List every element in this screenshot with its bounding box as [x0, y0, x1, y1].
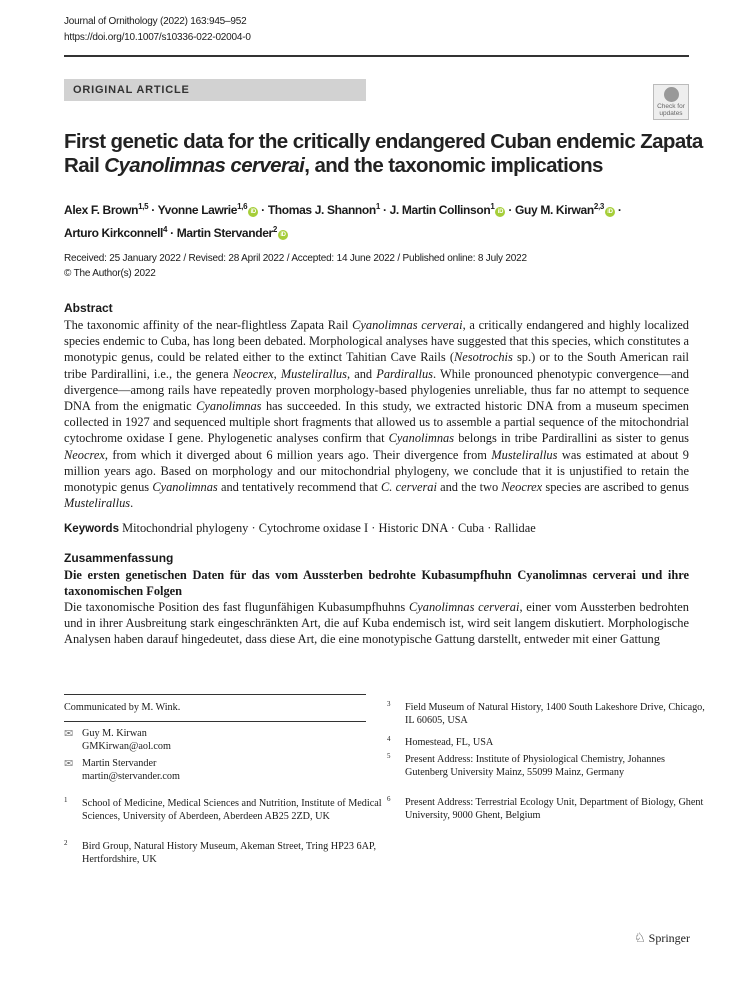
title-species: Cyanolimnas cerverai: [104, 154, 305, 177]
zusammenfassung-text: [64, 599, 689, 648]
affiliation-text: Bird Group, Natural History Museum, Akeman Street, Tring HP23 6AP, Hertfordshire, UK: [82, 841, 377, 865]
author: [268, 203, 380, 217]
affiliation-text: Homestead, FL, USA: [405, 737, 494, 748]
italic-term: Neocrex: [64, 447, 105, 462]
header-rule: [64, 55, 689, 57]
author-affiliation-ref: 1,6: [237, 202, 248, 211]
italic-term: Neocrex: [232, 366, 274, 381]
envelope-icon: ✉: [64, 758, 74, 770]
author-name: Martin Stervander: [176, 226, 273, 240]
italic-term: Neocrex: [501, 480, 543, 495]
affiliation-text: Field Museum of Natural History, 1400 South Lakeshore Drive, Chicago, IL 60605, USA: [405, 702, 705, 726]
text-run: belongs in tribe Pardirallini as sister to genus: [454, 431, 689, 446]
author: [390, 203, 506, 217]
italic-term: Mustelirallus: [64, 496, 131, 511]
orcid-icon[interactable]: iD: [278, 230, 288, 240]
text-run: and tentatively recommend that: [217, 480, 382, 495]
text-run: was estimated at about 9 million years ago. Based on morphology and our mitochondrial phylogeny, we conclude that it is unjustified to retain the monotypic genus: [64, 447, 689, 495]
title-text-end: , and the taxonomic implications: [304, 154, 603, 177]
italic-term: Pardirallus: [376, 366, 433, 381]
italic-term: Cyanolimnas: [152, 480, 218, 495]
zusammenfassung-heading: Zusammenfassung: [64, 551, 174, 565]
springer-horse-icon: ♘: [634, 930, 646, 945]
contact-email[interactable]: GMKirwan@aol.com: [82, 741, 171, 752]
affiliation-text: School of Medicine, Medical Sciences and Nutrition, Institute of Medical Sciences, University of Aberdeen, Aberdeen AB25 2ZD, UK: [82, 798, 382, 822]
affiliation-text: Present Address: Terrestrial Ecology Unit, Department of Biology, Ghent University, 9000 Ghent, Belgium: [405, 797, 704, 821]
text-run: Die taxonomische Position des fast flugunfähigen Kubasumpfhuhns: [64, 600, 409, 614]
author-affiliation-ref: 1,5: [138, 202, 149, 211]
check-for-updates-badge[interactable]: [653, 84, 689, 120]
affiliation-number: 5: [387, 752, 391, 760]
orcid-icon[interactable]: iD: [495, 207, 505, 217]
author: [177, 226, 288, 240]
envelope-icon: ✉: [64, 728, 74, 740]
affiliation-number: 4: [387, 735, 391, 743]
author-affiliation-ref: 1: [375, 202, 380, 211]
article-type-label: ORIGINAL ARTICLE: [64, 79, 366, 101]
orcid-icon[interactable]: iD: [605, 207, 615, 217]
author-name: J. Martin Collinson: [389, 203, 491, 217]
doi-link[interactable]: https://doi.org/10.1007/s10336-022-02004-0: [64, 32, 251, 43]
author-affiliation-ref: 1: [490, 202, 495, 211]
author: [158, 203, 259, 217]
journal-citation: Journal of Ornithology (2022) 163:945–952: [64, 16, 247, 27]
text-run: and the two: [436, 480, 502, 495]
contact-name: Martin Stervander: [82, 758, 157, 769]
copyright: © The Author(s) 2022: [64, 268, 156, 279]
footnote-rule: [64, 694, 366, 695]
affiliation-number: 1: [64, 796, 68, 804]
abstract-text: [64, 317, 689, 511]
check-updates-icon: [664, 87, 679, 102]
affiliation-number: 3: [387, 700, 391, 708]
keywords: [64, 521, 536, 536]
publisher-name: Springer: [648, 931, 690, 945]
keywords-text: Mitochondrial phylogeny · Cytochrome oxidase I · Historic DNA · Cuba · Rallidae: [122, 521, 536, 535]
author-affiliation-ref: 2,3: [593, 202, 604, 211]
contact-email[interactable]: martin@stervander.com: [82, 771, 180, 782]
affiliation-number: 6: [387, 795, 391, 803]
author-affiliation-ref: 4: [163, 225, 168, 234]
author: [64, 226, 167, 240]
author-name: Guy M. Kirwan: [515, 203, 594, 217]
orcid-icon[interactable]: iD: [248, 207, 258, 217]
text-run: , a critically endangered and highly localized species endemic to Cuba, has long been debated. Morphological analyses have suggested that this species, which constitutes a monotypic genus, could be related either to the extinct Tahitian Cave Rails (: [64, 318, 689, 365]
affiliation-number: 2: [64, 839, 68, 847]
text-run: sp.) or to the South American rail tribe Pardirallini, i.e., the genera: [64, 350, 689, 381]
text-run: .: [130, 496, 134, 511]
keywords-label: Keywords: [64, 523, 119, 535]
text-run: , and: [346, 366, 377, 381]
text-run: The taxonomic affinity of the near-flightless Zapata Rail: [64, 318, 353, 332]
abstract-heading: Abstract: [64, 301, 113, 315]
italic-term: Cyanolimnas cerverai: [352, 318, 463, 332]
italic-term: Mustelirallus: [280, 366, 347, 381]
zusammenfassung-title: Die ersten genetischen Daten für das vom Aussterben bedrohte Kubasumpfhuhn Cyanolimnas cerverai und ihre taxonomischen Folgen: [64, 568, 689, 599]
author-name: Arturo Kirkconnell: [64, 226, 164, 240]
italic-term: Nesotrochis: [454, 350, 513, 365]
text-run: , from which it diverged about 6 million years ago. Their divergence from: [104, 447, 492, 462]
author-affiliation-ref: 2: [272, 225, 277, 234]
author: [515, 203, 615, 217]
article-title: [64, 130, 704, 178]
article-dates: [64, 251, 527, 281]
italic-term: Mustelirallus: [491, 447, 558, 462]
title-text: First genetic data for the critically endangered Cuban endemic Zapata Rail: [64, 130, 703, 177]
author-name: Yvonne Lawrie: [157, 203, 238, 217]
text-run: species are ascribed to genus: [542, 480, 689, 495]
footnote-rule-2: [64, 721, 366, 722]
italic-term: Cyanolimnas: [196, 399, 262, 414]
author-name: Alex F. Brown: [64, 203, 139, 217]
text-run: . While pronounced phenotypic convergence—and divergence—among rails have repeatedly proven morphology-based phylogenies unreliable, thus far no attempt to sequence DNA from the enigmatic: [64, 366, 689, 414]
publisher-logo: [634, 930, 690, 946]
publication-history: Received: 25 January 2022 / Revised: 28 April 2022 / Accepted: 14 June 2022 / Published online: 8 July 2022: [64, 253, 527, 264]
italic-term: C. cerverai: [381, 480, 437, 495]
author-list: Alex F. Brown$^{1,5}$ · Yvonne Lawrie$^{1,6}$iD · Thomas J. Shannon$^1$ · J. Martin Collinson$^1$iD · Guy M. Kirwan$^{2,3}$iD · Arturo Kirkconnell$^4$ · Martin Stervander$^2$iD: [64, 202, 622, 240]
text-run: ,: [273, 366, 281, 381]
author: [64, 203, 148, 217]
contact-name: Guy M. Kirwan: [82, 728, 147, 739]
author-name: Thomas J. Shannon: [267, 203, 376, 217]
text-run: has succeeded. In this study, we extracted historic DNA from a museum specimen collected in 1927 and sequenced multiple short fragments that allowed us to assemble a partial sequence of the mitochondrial cytochrome oxidase I gene. Phylogenetic analyses confirm that: [64, 399, 689, 446]
check-updates-label: Check for updates: [657, 103, 685, 117]
affiliation-text: Present Address: Institute of Physiological Chemistry, Johannes Gutenberg University Mainz, 55099 Mainz, Germany: [405, 754, 665, 778]
communicated-by: Communicated by M. Wink.: [64, 702, 181, 713]
italic-term: Cyanolimnas: [388, 431, 455, 446]
italic-term: Cyanolimnas cerverai: [409, 600, 520, 614]
text-run: , einer vom Aussterben bedrohten und in ihrer Ausbreitung stark eingeschränkten Art, die auf Kuba endemisch ist, wird seit langem diskutiert. Morphologische Analysen haben darauf hingedeutet, dass diese Art, die eine monotypische Gattung darstellt, entweder mit einer Gattung: [64, 600, 689, 647]
